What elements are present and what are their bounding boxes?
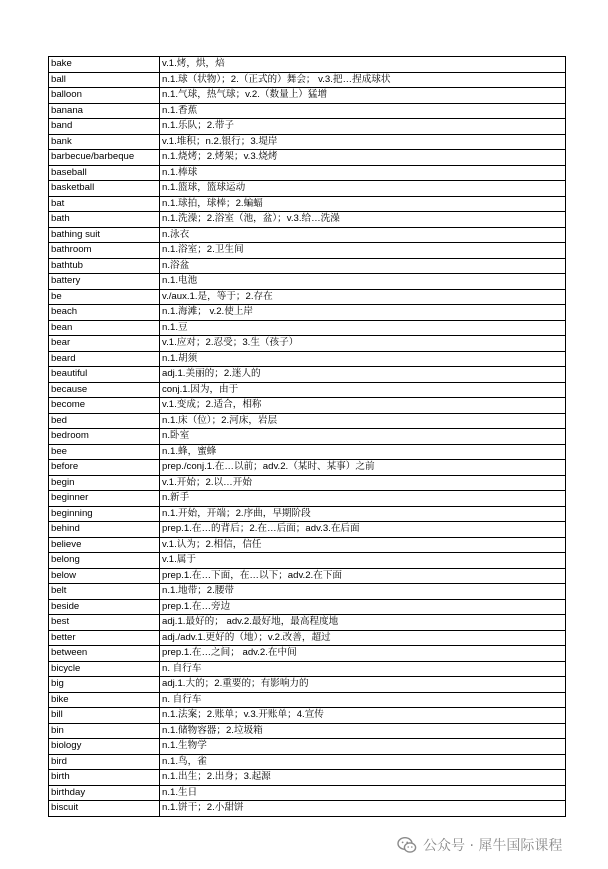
definition-cell: n.1.浴室；2.卫生间: [160, 243, 566, 259]
word-cell: birthday: [49, 785, 160, 801]
definition-cell: n.1.乐队；2.带子: [160, 119, 566, 135]
definition-cell: n.1.生物学: [160, 739, 566, 755]
definition-cell: n.1.球拍，球棒；2.蝙蝠: [160, 196, 566, 212]
table-row: [49, 382, 566, 398]
word-cell: behind: [49, 522, 160, 538]
word-cell: before: [49, 460, 160, 476]
word-cell: bathtub: [49, 258, 160, 274]
word-cell: begin: [49, 475, 160, 491]
table-row: [49, 103, 566, 119]
word-cell: belong: [49, 553, 160, 569]
word-cell: battery: [49, 274, 160, 290]
table-row: [49, 754, 566, 770]
definition-cell: n.1.豆: [160, 320, 566, 336]
table-row: [49, 274, 566, 290]
word-cell: beard: [49, 351, 160, 367]
word-cell: bat: [49, 196, 160, 212]
definition-cell: n.1.出生；2.出身；3.起源: [160, 770, 566, 786]
definition-cell: n.1.生日: [160, 785, 566, 801]
word-cell: beginner: [49, 491, 160, 507]
definition-cell: prep.1.在…的背后；2.在…后面；adv.3.在后面: [160, 522, 566, 538]
table-row: [49, 599, 566, 615]
definition-cell: v.1.属于: [160, 553, 566, 569]
table-row: [49, 630, 566, 646]
word-cell: bin: [49, 723, 160, 739]
word-cell: big: [49, 677, 160, 693]
table-row: [49, 708, 566, 724]
table-row: [49, 553, 566, 569]
table-row: [49, 413, 566, 429]
definition-cell: n.1.开始，开端；2.序曲，早期阶段: [160, 506, 566, 522]
word-cell: be: [49, 289, 160, 305]
word-cell: bank: [49, 134, 160, 150]
table-row: [49, 212, 566, 228]
word-cell: banana: [49, 103, 160, 119]
definition-cell: n.1.香蕉: [160, 103, 566, 119]
word-cell: believe: [49, 537, 160, 553]
word-cell: belt: [49, 584, 160, 600]
vocabulary-table: [48, 56, 566, 817]
definition-cell: n.1.电池: [160, 274, 566, 290]
table-row: [49, 444, 566, 460]
definition-cell: n.卧室: [160, 429, 566, 445]
table-row: [49, 351, 566, 367]
word-cell: beginning: [49, 506, 160, 522]
word-cell: best: [49, 615, 160, 631]
word-cell: bear: [49, 336, 160, 352]
table-row: [49, 785, 566, 801]
definition-cell: adj.1.美丽的；2.迷人的: [160, 367, 566, 383]
word-cell: biscuit: [49, 801, 160, 817]
word-cell: become: [49, 398, 160, 414]
word-cell: biology: [49, 739, 160, 755]
word-cell: band: [49, 119, 160, 135]
definition-cell: n.1.海滩； v.2.使上岸: [160, 305, 566, 321]
definition-cell: n.1.烧烤；2.烤架；v.3.烧烤: [160, 150, 566, 166]
definition-cell: v.1.堆积；n.2.银行；3.堤岸: [160, 134, 566, 150]
definition-cell: prep./conj.1.在…以前；adv.2.（某时、某事）之前: [160, 460, 566, 476]
word-cell: baseball: [49, 165, 160, 181]
definition-cell: n.1.储物容器；2.垃圾箱: [160, 723, 566, 739]
table-row: [49, 72, 566, 88]
definition-cell: n.1.棒球: [160, 165, 566, 181]
table-row: [49, 506, 566, 522]
table-row: [49, 615, 566, 631]
table-row: [49, 584, 566, 600]
word-cell: bee: [49, 444, 160, 460]
word-cell: bake: [49, 57, 160, 73]
definition-cell: n.1.球（状物）；2.（正式的）舞会； v.3.把…捏成球状: [160, 72, 566, 88]
word-cell: balloon: [49, 88, 160, 104]
definition-cell: n.1.法案；2.账单；v.3.开账单；4.宣传: [160, 708, 566, 724]
table-row: [49, 289, 566, 305]
table-row: [49, 692, 566, 708]
word-cell: bird: [49, 754, 160, 770]
word-cell: below: [49, 568, 160, 584]
word-cell: between: [49, 646, 160, 662]
definition-cell: n.1.饼干；2.小甜饼: [160, 801, 566, 817]
vocabulary-table-body: [49, 57, 566, 817]
watermark-text: 公众号 · 犀牛国际课程: [423, 838, 563, 854]
word-cell: bathing suit: [49, 227, 160, 243]
definition-cell: prep.1.在…下面，在…以下；adv.2.在下面: [160, 568, 566, 584]
definition-cell: n.1.鸟，雀: [160, 754, 566, 770]
definition-cell: v./aux.1.是，等于；2.存在: [160, 289, 566, 305]
word-cell: bath: [49, 212, 160, 228]
definition-cell: v.1.变成；2.适合，相称: [160, 398, 566, 414]
table-row: [49, 723, 566, 739]
definition-cell: adj.1.大的；2.重要的；有影响力的: [160, 677, 566, 693]
definition-cell: n.浴盆: [160, 258, 566, 274]
table-row: [49, 522, 566, 538]
word-cell: birth: [49, 770, 160, 786]
definition-cell: adj./adv.1.更好的（地）；v.2.改善，超过: [160, 630, 566, 646]
table-row: [49, 196, 566, 212]
table-row: [49, 568, 566, 584]
definition-cell: n.1.地带；2.腰带: [160, 584, 566, 600]
definition-cell: v.1.开始；2.以…开始: [160, 475, 566, 491]
definition-cell: n.1.床（位）；2.河床，岩层: [160, 413, 566, 429]
table-row: [49, 119, 566, 135]
definition-cell: n.1.篮球，篮球运动: [160, 181, 566, 197]
definition-cell: n.1.气球，热气球；v.2.（数量上）猛增: [160, 88, 566, 104]
word-cell: bathroom: [49, 243, 160, 259]
word-cell: better: [49, 630, 160, 646]
table-row: [49, 801, 566, 817]
definition-cell: prep.1.在…之间； adv.2.在中间: [160, 646, 566, 662]
table-row: [49, 165, 566, 181]
table-row: [49, 181, 566, 197]
table-row: [49, 88, 566, 104]
table-row: [49, 429, 566, 445]
table-row: [49, 57, 566, 73]
table-row: [49, 367, 566, 383]
definition-cell: n.1.蜂，蜜蜂: [160, 444, 566, 460]
definition-cell: n. 自行车: [160, 661, 566, 677]
table-row: [49, 460, 566, 476]
table-row: [49, 305, 566, 321]
word-cell: bicycle: [49, 661, 160, 677]
word-cell: basketball: [49, 181, 160, 197]
word-cell: bean: [49, 320, 160, 336]
watermark: [397, 833, 562, 857]
table-row: [49, 398, 566, 414]
word-cell: beautiful: [49, 367, 160, 383]
definition-cell: n.1.胡须: [160, 351, 566, 367]
table-row: [49, 770, 566, 786]
definition-cell: conj.1.因为，由于: [160, 382, 566, 398]
definition-cell: v.1.烤，烘，焙: [160, 57, 566, 73]
table-row: [49, 150, 566, 166]
definition-cell: n.新手: [160, 491, 566, 507]
wechat-icon: [397, 836, 417, 854]
table-row: [49, 134, 566, 150]
word-cell: beach: [49, 305, 160, 321]
table-row: [49, 491, 566, 507]
table-row: [49, 258, 566, 274]
word-cell: because: [49, 382, 160, 398]
word-cell: ball: [49, 72, 160, 88]
table-row: [49, 320, 566, 336]
definition-cell: n. 自行车: [160, 692, 566, 708]
word-cell: barbecue/barbeque: [49, 150, 160, 166]
table-row: [49, 646, 566, 662]
definition-cell: adj.1.最好的； adv.2.最好地，最高程度地: [160, 615, 566, 631]
table-row: [49, 336, 566, 352]
word-cell: bed: [49, 413, 160, 429]
word-cell: beside: [49, 599, 160, 615]
table-row: [49, 739, 566, 755]
word-cell: bill: [49, 708, 160, 724]
table-row: [49, 227, 566, 243]
definition-cell: v.1.认为；2.相信，信任: [160, 537, 566, 553]
table-row: [49, 537, 566, 553]
word-cell: bedroom: [49, 429, 160, 445]
definition-cell: prep.1.在…旁边: [160, 599, 566, 615]
table-row: [49, 243, 566, 259]
table-row: [49, 661, 566, 677]
table-row: [49, 475, 566, 491]
table-row: [49, 677, 566, 693]
word-cell: bike: [49, 692, 160, 708]
definition-cell: v.1.应对；2.忍受；3.生（孩子）: [160, 336, 566, 352]
definition-cell: n.1.洗澡；2.浴室（池，盆）；v.3.给…洗澡: [160, 212, 566, 228]
definition-cell: n.泳衣: [160, 227, 566, 243]
